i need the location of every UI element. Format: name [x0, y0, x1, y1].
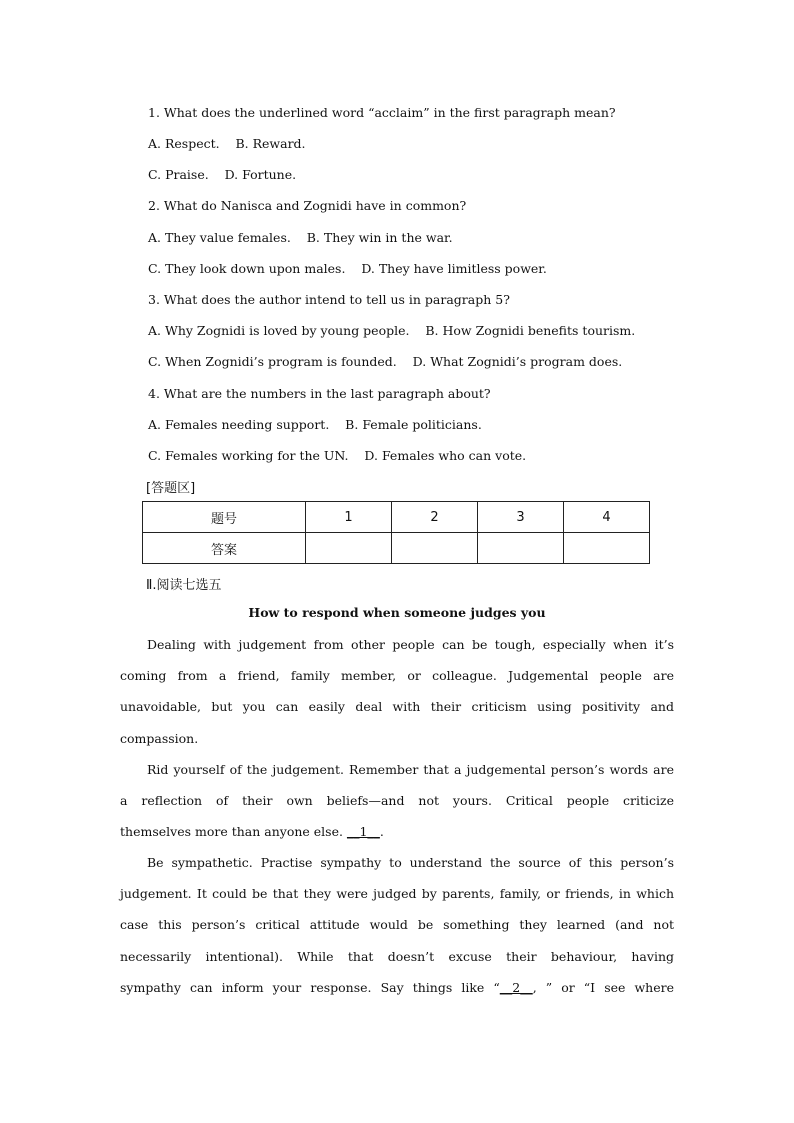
passage-paragraph-3 — [120, 847, 674, 1003]
answer-cell[interactable] — [564, 533, 650, 564]
question-2-options-cd: C. They look down upon males. D. They have limitless power. — [148, 261, 547, 276]
paragraph-line: Dealing with judgement from other people can be tough, especially when it’s — [147, 637, 674, 652]
answer-cell[interactable] — [306, 533, 392, 564]
answer-table — [142, 501, 650, 564]
question-1-options-cd: C. Praise. D. Fortune. — [148, 167, 297, 182]
question-number-cell: 1 — [306, 502, 392, 533]
question-number-cell: 3 — [478, 502, 564, 533]
question-1-stem: 1. What does the underlined word “acclaim” in the first paragraph mean? — [148, 105, 616, 120]
paragraph-line: unavoidable, but you can easily deal with their criticism using positivity and — [120, 699, 674, 715]
question-2-options-ab: A. They value females. B. They win in the war. — [148, 230, 453, 245]
paragraph-line: necessarily intentional). While that doesn’t excuse their behaviour, having — [120, 948, 674, 964]
question-number-cell: 2 — [392, 502, 478, 533]
paragraph-line: a reflection of their own beliefs—and not yours. Critical people criticize — [120, 793, 674, 809]
answer-area-label: [答题区] — [146, 481, 196, 496]
question-number-header: 题号 — [143, 502, 306, 533]
paragraph-line: Rid yourself of the judgement. Remember that a judgemental person’s words are — [147, 762, 674, 777]
paragraph-text: themselves more than anyone else. — [120, 824, 347, 840]
passage-title: How to respond when someone judges you — [248, 605, 546, 620]
answer-cell[interactable] — [392, 533, 478, 564]
question-4-options-ab: A. Females needing support. B. Female politicians. — [148, 417, 482, 432]
question-number-cell: 4 — [564, 502, 650, 533]
question-3-stem: 3. What does the author intend to tell us in paragraph 5? — [148, 292, 510, 307]
paragraph-text: , ” or “I see where — [532, 979, 674, 995]
paragraph-text: sympathy can inform your response. Say things like “ — [120, 979, 500, 995]
paragraph-line: case this person’s critical attitude would be something they learned (and not — [120, 917, 674, 933]
blank-2[interactable]: __2__ — [499, 979, 533, 995]
paragraph-line — [120, 816, 674, 847]
passage-paragraph-1 — [120, 629, 674, 754]
question-1-options-ab: A. Respect. B. Reward. — [148, 136, 306, 151]
paragraph-line: coming from a friend, family member, or colleague. Judgemental people are — [120, 668, 674, 684]
question-4-options-cd: C. Females working for the UN. D. Females who can vote. — [148, 448, 527, 463]
blank-1[interactable]: __1__ — [346, 824, 380, 840]
answer-header: 答案 — [143, 533, 306, 564]
answer-table-row-answers — [143, 533, 650, 564]
question-3-options-cd: C. When Zognidi’s program is founded. D. What Zognidi’s program does. — [148, 354, 623, 369]
answer-cell[interactable] — [478, 533, 564, 564]
paragraph-line: Be sympathetic. Practise sympathy to understand the source of this person’s — [147, 855, 674, 870]
answer-table-row-numbers — [143, 502, 650, 533]
question-3-options-ab: A. Why Zognidi is loved by young people. B. How Zognidi benefits tourism. — [148, 323, 636, 338]
paragraph-line: judgement. It could be that they were judged by parents, family, or friends, in which — [120, 886, 674, 902]
paragraph-line: compassion. — [120, 730, 199, 746]
section-label: Ⅱ.阅读七选五 — [146, 578, 222, 593]
paragraph-line — [120, 972, 674, 1003]
paragraph-text: . — [379, 824, 384, 840]
question-2-stem: 2. What do Nanisca and Zognidi have in common? — [148, 198, 467, 213]
passage-paragraph-2 — [120, 754, 674, 848]
question-4-stem: 4. What are the numbers in the last paragraph about? — [148, 386, 491, 401]
